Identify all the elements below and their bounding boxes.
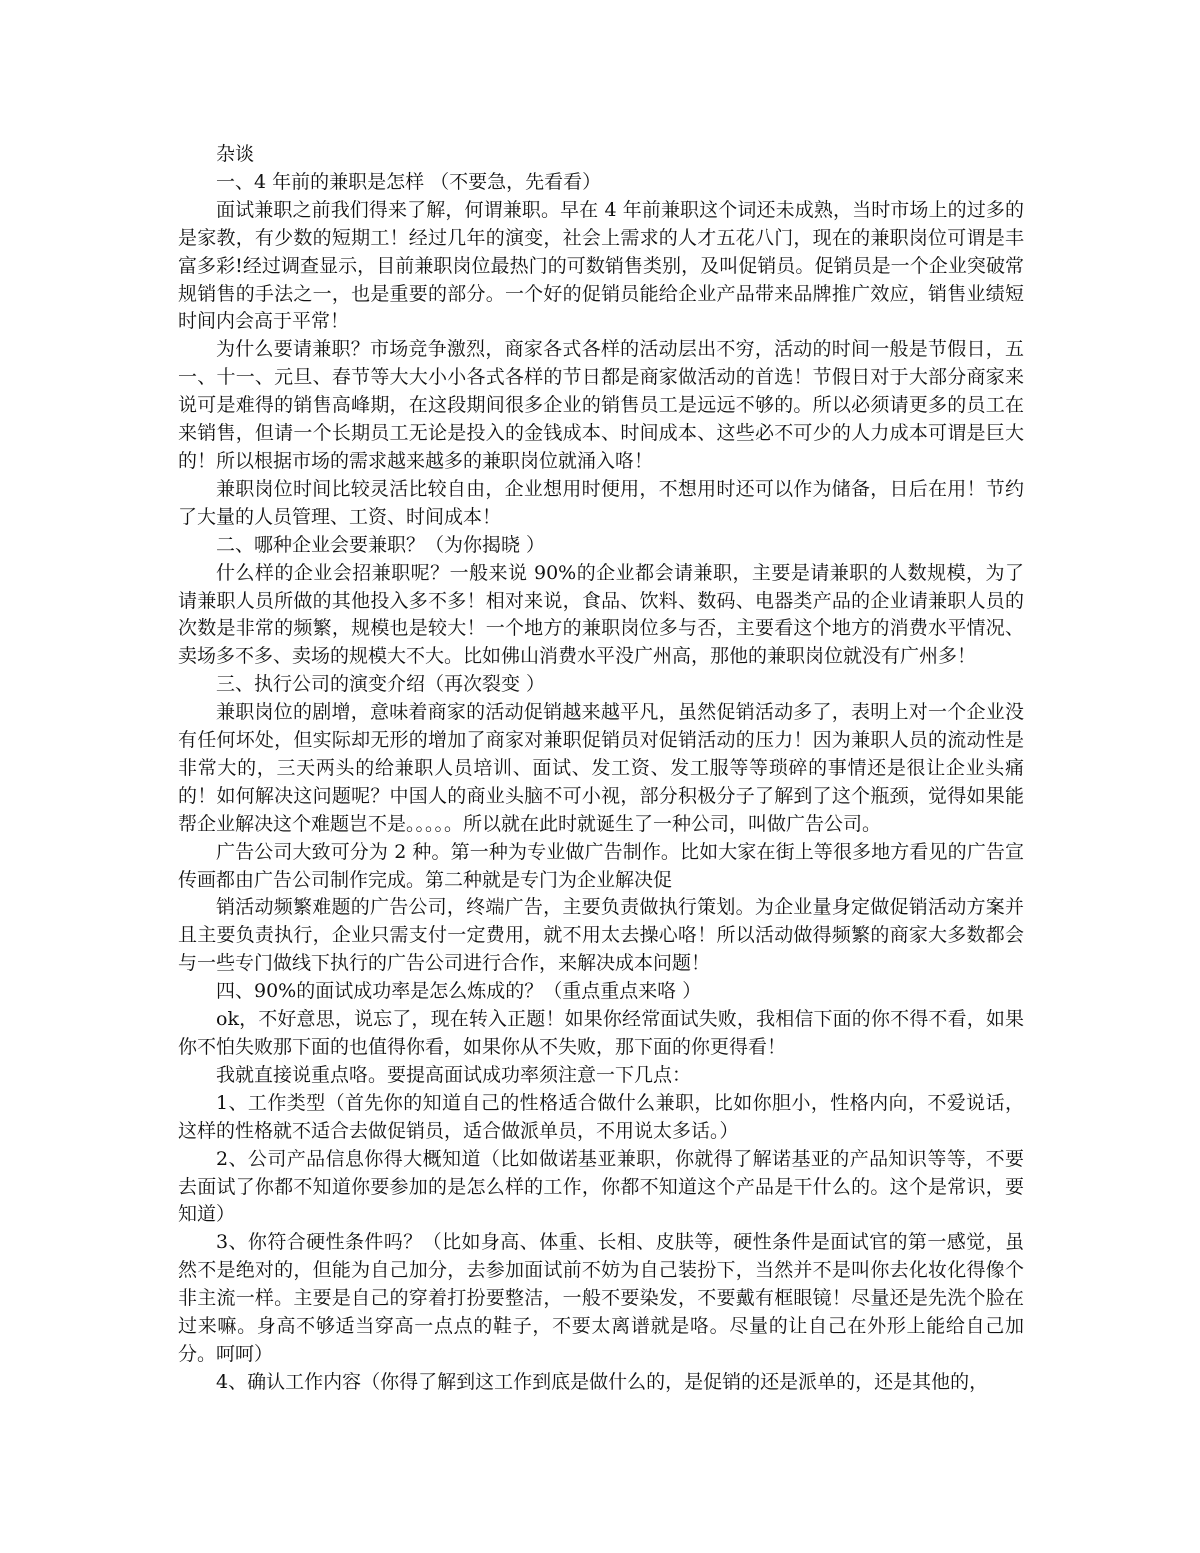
document-body (178, 141, 1024, 1397)
section-heading-4: 四、90%的面试成功率是怎么炼成的？（重点重点来咯 ） (216, 980, 702, 1003)
paragraph: 我就直接说重点咯。要提高面试成功率须注意一下几点： (216, 1063, 692, 1086)
list-item: 3、你符合硬性条件吗？（比如身高、体重、长相、皮肤等，硬性条件是面试官的第一感觉，虽然不是绝对的，但能为自己加分，去参加面试前不妨为自己装扮下，当然并不是叫你去化妆化得像个非主流一样。主要是自己的穿着打扮要整洁，一般不要染发，不要戴有框眼镜！尽量还是先洗个脸在过来嘛。身高不够适当穿高一点点的鞋子，不要太离谱就是咯。尽量的让自己在外形上能给自己加分。呵呵） (178, 1231, 1024, 1365)
list-item: 1、工作类型（首先你的知道自己的性格适合做什么兼职，比如你胆小，性格内向，不爱说话，这样的性格就不适合去做促销员，适合做派单员，不用说太多话。） (178, 1091, 1024, 1142)
section-heading-3: 三、执行公司的演变介绍（再次裂变 ） (216, 673, 546, 696)
list-item: 2、公司产品信息你得大概知道（比如做诺基亚兼职，你就得了解诺基亚的产品知识等等，不要去面试了你都不知道你要参加的是怎么样的工作，你都不知道这个产品是干什么的。这个是常识，要知道） (178, 1147, 1024, 1226)
paragraph: 什么样的企业会招兼职呢？一般来说 90%的企业都会请兼职，主要是请兼职的人数规模，为了请兼职人员所做的其他投入多不多！相对来说，食品、饮料、数码、电器类产品的企业请兼职人员的次数是非常的频繁，规模也是较大！一个地方的兼职岗位多与否，主要看这个地方的消费水平情况、卖场多不多、卖场的规模大不大。比如佛山消费水平没广州高，那他的兼职岗位就没有广州多！ (178, 561, 1024, 668)
list-item: 4、确认工作内容（你得了解到这工作到底是做什么的，是促销的还是派单的，还是其他的， (216, 1370, 989, 1393)
paragraph: 销活动频繁难题的广告公司，终端广告，主要负责做执行策划。为企业量身定做促销活动方案并且主要负责执行，企业只需支付一定费用，就不用太去操心咯！所以活动做得频繁的商家大多数都会与一些专门做线下执行的广告公司进行合作，来解决成本问题！ (178, 896, 1024, 975)
paragraph: 为什么要请兼职？市场竞争激烈，商家各式各样的活动层出不穷，活动的时间一般是节假日，五一、十一、元旦、春节等大大小小各式各样的节日都是商家做活动的首选！节假日对于大部分商家来说可是难得的销售高峰期，在这段期间很多企业的销售员工是远远不够的。所以必须请更多的员工在来销售，但请一个长期员工无论是投入的金钱成本、时间成本、这些必不可少的人力成本可谓是巨大的！所以根据市场的需求越来越多的兼职岗位就涌入咯！ (178, 338, 1024, 472)
doc-heading: 杂谈 (216, 143, 255, 165)
paragraph: 面试兼职之前我们得来了解，何谓兼职。早在 4 年前兼职这个词还未成熟，当时市场上的过多的是家教，有少数的短期工！经过几年的演变，社会上需求的人才五花八门，现在的兼职岗位可谓是丰富多彩!经过调查显示，目前兼职岗位最热门的可数销售类别，及叫促销员。促销员是一个企业突破常规销售的手法之一，也是重要的部分。一个好的促销员能给企业产品带来品牌推广效应，销售业绩短时间内会高于平常！ (178, 198, 1024, 333)
paragraph: 广告公司大致可分为 2 种。第一种为专业做广告制作。比如大家在街上等很多地方看见的广告宣传画都由广告公司制作完成。第二种就是专门为企业解决促 (178, 840, 1024, 891)
section-heading-1: 一、4 年前的兼职是怎样 （不要急，先看看） (216, 170, 602, 193)
paragraph: 兼职岗位的剧增，意味着商家的活动促销越来越平凡，虽然促销活动多了，表明上对一个企业没有任何坏处，但实际却无形的增加了商家对兼职促销员对促销活动的压力！因为兼职人员的流动性是非常大的，三天两头的给兼职人员培训、面试、发工资、发工服等等琐碎的事情还是很让企业头痛的！如何解决这问题呢？中国人的商业头脑不可小视，部分积极分子了解到了这个瓶颈，觉得如果能帮企业解决这个难题岂不是。。。。。所以就在此时就诞生了一种公司，叫做广告公司。 (178, 701, 1024, 835)
paragraph: 兼职岗位时间比较灵活比较自由，企业想用时便用，不想用时还可以作为储备，日后在用！节约了大量的人员管理、工资、时间成本！ (178, 477, 1024, 528)
paragraph: ok，不好意思，说忘了，现在转入正题！如果你经常面试失败，我相信下面的你不得不看，如果你不怕失败那下面的也值得你看，如果你从不失败，那下面的你更得看！ (178, 1008, 1024, 1058)
section-heading-2: 二、哪种企业会要兼职？（为你揭晓 ） (216, 533, 546, 556)
